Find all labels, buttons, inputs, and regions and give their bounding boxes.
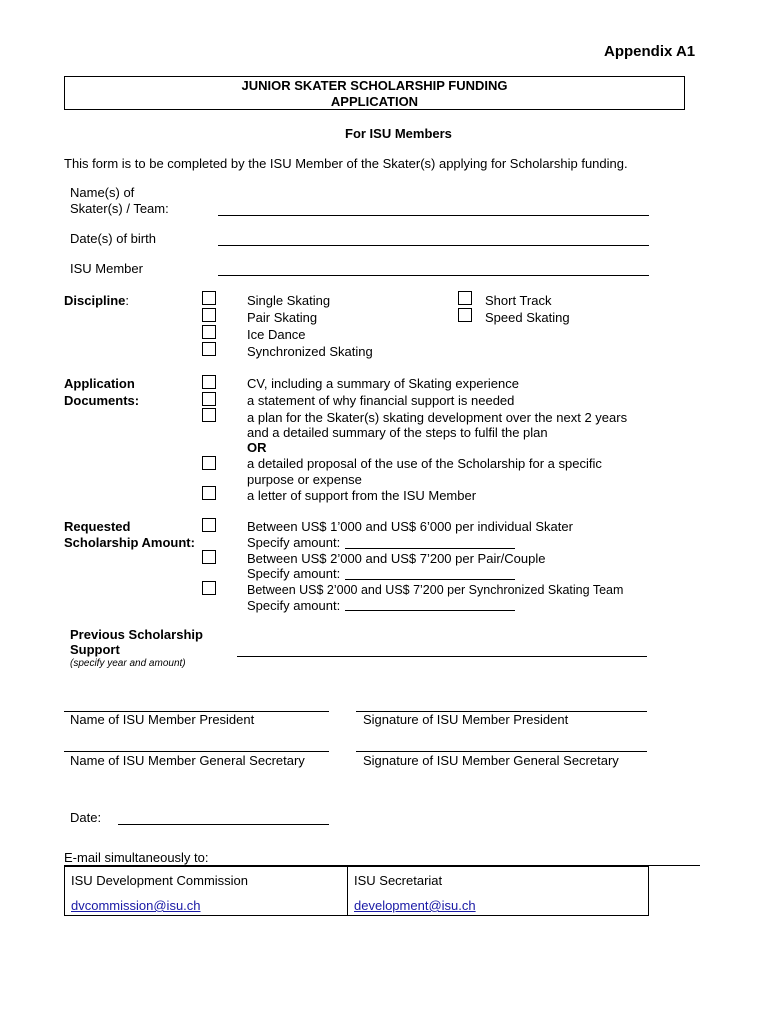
previous-note: (specify year and amount) (70, 658, 186, 669)
statement-checkbox[interactable] (202, 392, 216, 406)
amount-team: Between US$ 2’000 and US$ 7’200 per Synchronized Skating Team (247, 583, 624, 597)
option-ice-dance: Ice Dance (247, 327, 306, 342)
option-pair-skating: Pair Skating (247, 310, 318, 325)
specify-amount-field-2[interactable] (345, 579, 515, 580)
dob-field[interactable] (218, 245, 649, 246)
specify-amount-field-3[interactable] (345, 610, 515, 611)
pair-skating-checkbox[interactable] (202, 308, 216, 322)
previous-label-2: Support (70, 642, 120, 657)
doc-plan-cont: and a detailed summary of the steps to fulfil the plan (247, 425, 548, 440)
title-box (64, 76, 685, 110)
email-table (64, 866, 649, 916)
secretary-name-field[interactable] (64, 751, 329, 752)
pair-amount-checkbox[interactable] (202, 550, 216, 564)
title-line-1: JUNIOR SKATER SCHOLARSHIP FUNDING (241, 78, 508, 93)
doc-support-letter: a letter of support from the ISU Member (247, 488, 477, 503)
email-col1-header: ISU Development Commission (71, 873, 249, 888)
president-signature-label: Signature of ISU Member President (363, 712, 569, 727)
amount-label-2: Scholarship Amount: (64, 535, 195, 550)
dob-label: Date(s) of birth (70, 231, 156, 246)
cv-checkbox[interactable] (202, 375, 216, 389)
specify-amount-field-1[interactable] (345, 548, 515, 549)
secretary-signature-field[interactable] (356, 751, 647, 752)
names-field[interactable] (218, 215, 649, 216)
date-label: Date: (70, 810, 102, 825)
team-amount-checkbox[interactable] (202, 581, 216, 595)
discipline-label: Discipline: (64, 293, 130, 308)
email-label: E-mail simultaneously to: (64, 850, 209, 865)
option-synchronized-skating: Synchronized Skating (247, 344, 373, 359)
specify-label-2: Specify amount: (247, 566, 341, 581)
option-speed-skating: Speed Skating (485, 310, 570, 325)
specify-label-3: Specify amount: (247, 598, 341, 613)
member-field[interactable] (218, 275, 649, 276)
dvcommission-email-link[interactable]: dvcommission@isu.ch (71, 898, 201, 913)
individual-amount-checkbox[interactable] (202, 518, 216, 532)
short-track-checkbox[interactable] (458, 291, 472, 305)
documents-label-2: Documents: (64, 393, 140, 408)
amount-label-1: Requested (64, 519, 131, 534)
option-short-track: Short Track (485, 293, 552, 308)
development-email-link[interactable]: development@isu.ch (354, 898, 476, 913)
doc-proposal-cont: purpose or expense (247, 472, 362, 487)
names-label-2: Skater(s) / Team: (70, 201, 169, 216)
single-skating-checkbox[interactable] (202, 291, 216, 305)
doc-statement: a statement of why financial support is needed (247, 393, 515, 408)
option-single-skating: Single Skating (247, 293, 331, 308)
secretary-signature-label: Signature of ISU Member General Secretary (363, 753, 619, 768)
ice-dance-checkbox[interactable] (202, 325, 216, 339)
documents-label-1: Application (64, 376, 135, 391)
doc-or: OR (247, 440, 267, 455)
speed-skating-checkbox[interactable] (458, 308, 472, 322)
doc-plan: a plan for the Skater(s) skating development over the next 2 years (247, 410, 628, 425)
secretary-name-label: Name of ISU Member General Secretary (70, 753, 305, 768)
synchronized-skating-checkbox[interactable] (202, 342, 216, 356)
title-line-2: APPLICATION (330, 94, 419, 109)
previous-support-field[interactable] (237, 656, 647, 657)
doc-proposal: a detailed proposal of the use of the Scholarship for a specific (247, 456, 602, 471)
member-label: ISU Member (70, 261, 143, 276)
names-label-1: Name(s) of (70, 185, 135, 200)
plan-checkbox[interactable] (202, 408, 216, 422)
subtitle: For ISU Members (345, 126, 452, 141)
email-table-column-divider (347, 867, 348, 915)
date-field[interactable] (118, 824, 329, 825)
appendix-label: Appendix A1 (604, 43, 696, 60)
support-letter-checkbox[interactable] (202, 486, 216, 500)
intro-text: This form is to be completed by the ISU Member of the Skater(s) applying for Scholarship funding. (64, 156, 628, 171)
amount-pair: Between US$ 2’000 and US$ 7’200 per Pair/Couple (247, 551, 546, 566)
email-col2-header: ISU Secretariat (354, 873, 443, 888)
amount-individual: Between US$ 1’000 and US$ 6’000 per individual Skater (247, 519, 573, 534)
specify-label-1: Specify amount: (247, 535, 341, 550)
proposal-checkbox[interactable] (202, 456, 216, 470)
previous-label-1: Previous Scholarship (70, 627, 203, 642)
president-name-label: Name of ISU Member President (70, 712, 255, 727)
doc-cv: CV, including a summary of Skating experience (247, 376, 519, 391)
